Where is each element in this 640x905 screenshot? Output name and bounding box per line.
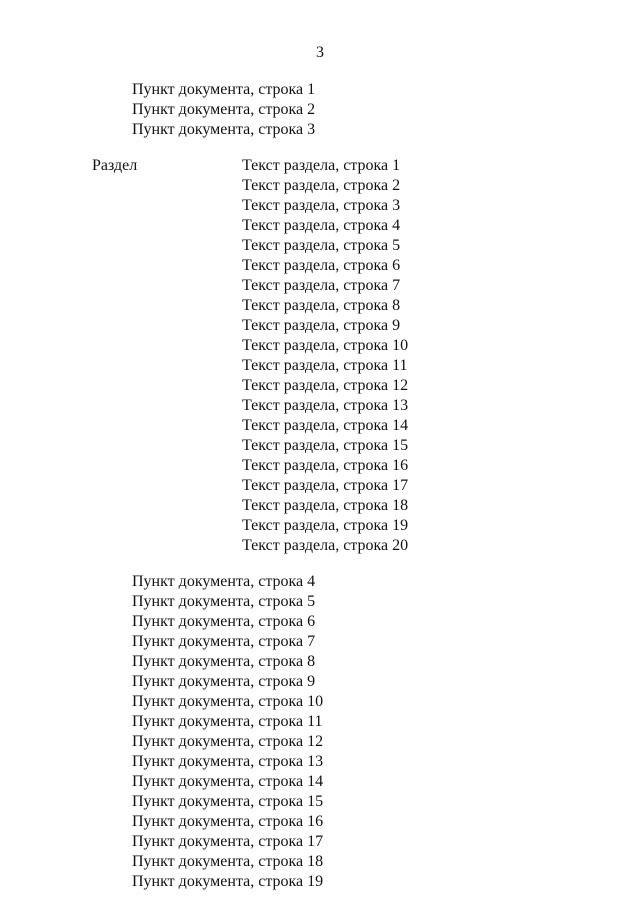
section-line-11: Текст раздела, строка 11 [242, 357, 408, 374]
after-line-10: Пункт документа, строка 13 [132, 753, 324, 770]
intro-line-2: Пункт документа, строка 2 [132, 101, 316, 118]
spacer [92, 562, 578, 572]
section-line-9: Текст раздела, строка 9 [242, 317, 401, 334]
after-line-16: Пункт документа, строка 19 [132, 873, 324, 890]
section-line-5: Текст раздела, строка 5 [242, 237, 401, 254]
after-line-12: Пункт документа, строка 15 [132, 793, 324, 810]
section-line-10: Текст раздела, строка 10 [242, 337, 409, 354]
section-line-3: Текст раздела, строка 3 [242, 197, 401, 214]
document-body [92, 80, 578, 892]
section-line-19: Текст раздела, строка 19 [242, 517, 409, 534]
page-number: 3 [316, 44, 324, 61]
intro-line-3: Пункт документа, строка 3 [132, 121, 316, 138]
section-line-7: Текст раздела, строка 7 [242, 277, 401, 294]
section-line-6: Текст раздела, строка 6 [242, 257, 401, 274]
after-line-2: Пункт документа, строка 5 [132, 593, 316, 610]
after-line-8: Пункт документа, строка 11 [132, 713, 323, 730]
after-line-5: Пункт документа, строка 8 [132, 653, 316, 670]
section-line-8: Текст раздела, строка 8 [242, 297, 401, 314]
section-line-17: Текст раздела, строка 17 [242, 477, 409, 494]
section-right-lines [242, 156, 578, 556]
section-line-2: Текст раздела, строка 2 [242, 177, 401, 194]
section-line-15: Текст раздела, строка 15 [242, 437, 409, 454]
section-line-14: Текст раздела, строка 14 [242, 417, 409, 434]
section-line-13: Текст раздела, строка 13 [242, 397, 409, 414]
after-line-4: Пункт документа, строка 7 [132, 633, 316, 650]
after-line-6: Пункт документа, строка 9 [132, 673, 316, 690]
section-line-1: Текст раздела, строка 1 [242, 157, 401, 174]
after-line-1: Пункт документа, строка 4 [132, 573, 316, 590]
intro-line-1: Пункт документа, строка 1 [132, 81, 316, 98]
section-line-20: Текст раздела, строка 20 [242, 537, 409, 554]
section-line-18: Текст раздела, строка 18 [242, 497, 409, 514]
after-line-13: Пункт документа, строка 16 [132, 813, 324, 830]
spacer [92, 140, 578, 150]
after-line-14: Пункт документа, строка 17 [132, 833, 324, 850]
section-line-4: Текст раздела, строка 4 [242, 217, 401, 234]
section-left-label: Раздел [92, 157, 138, 174]
after-line-3: Пункт документа, строка 6 [132, 613, 316, 630]
section-line-16: Текст раздела, строка 16 [242, 457, 409, 474]
section-block [92, 156, 578, 556]
after-line-7: Пункт документа, строка 10 [132, 693, 324, 710]
after-line-9: Пункт документа, строка 12 [132, 733, 324, 750]
section-line-12: Текст раздела, строка 12 [242, 377, 409, 394]
after-line-15: Пункт документа, строка 18 [132, 853, 324, 870]
after-line-11: Пункт документа, строка 14 [132, 773, 324, 790]
